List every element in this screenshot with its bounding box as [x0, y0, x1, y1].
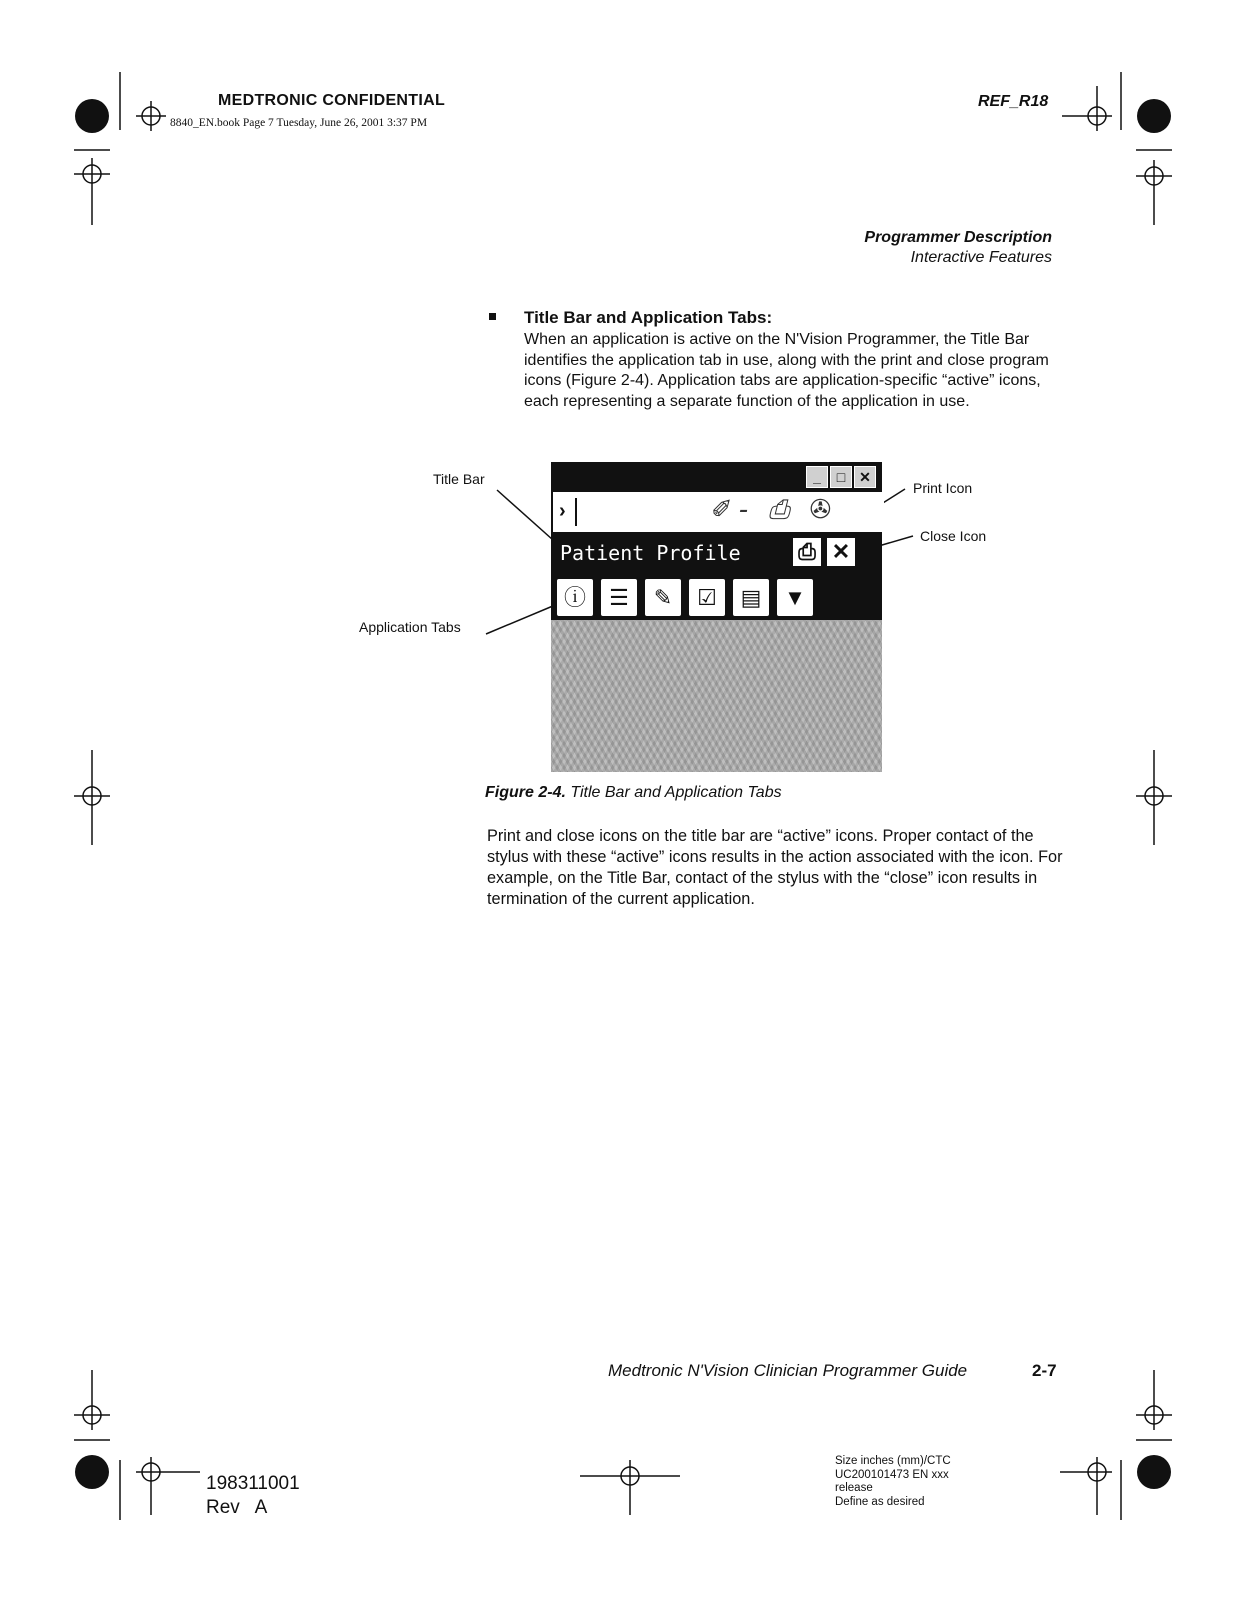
revision: Rev A	[206, 1497, 268, 1518]
tab-more[interactable]: ▼	[775, 577, 815, 618]
label-close-icon: Close Icon	[920, 528, 987, 544]
figure-caption-text: Title Bar and Application Tabs	[565, 784, 782, 801]
footer-guide-title: Medtronic N'Vision Clinician Programmer Guide	[608, 1361, 968, 1380]
window-controls	[806, 466, 876, 488]
section-title: Programmer Description	[864, 229, 1052, 246]
label-application-tabs: Application Tabs	[359, 619, 461, 635]
programmer-screen	[551, 462, 882, 772]
bullet-square-icon	[489, 313, 496, 320]
starburst-dot-icon	[75, 99, 109, 133]
tab-checklist[interactable]: ☑	[687, 577, 727, 618]
size-info-line: Size inches (mm)/CTC	[835, 1455, 951, 1467]
label-title-bar: Title Bar	[433, 471, 485, 487]
body-paragraph: Print and close icons on the title bar are “active” icons. Proper contact of the stylus with these “active” icons results in the action associated with the icon. For example, on the Title Bar, contact of the stylus with the “close” icon results in termination of the current application.	[487, 827, 1063, 908]
nav-divider	[575, 498, 577, 526]
maximize-button[interactable]: □	[830, 466, 852, 488]
starburst-dot-icon	[75, 1455, 109, 1489]
chevron-right-icon[interactable]: ›	[559, 500, 566, 522]
print-icon[interactable]: ⎙	[793, 538, 821, 566]
content-area	[551, 620, 882, 772]
tab-device[interactable]: ☰	[599, 577, 639, 618]
navigation-bar	[551, 492, 884, 532]
book-info: 8840_EN.book Page 7 Tuesday, June 26, 2001 3:37 PM	[170, 117, 428, 129]
window-frame-top	[551, 462, 882, 492]
window-close-button[interactable]: ✕	[854, 466, 876, 488]
close-icon[interactable]: ✕	[827, 538, 855, 566]
tab-edit[interactable]: ✎	[643, 577, 683, 618]
tab-documents[interactable]: ▤	[731, 577, 771, 618]
size-info-line: release	[835, 1482, 873, 1494]
starburst-dot-icon	[1137, 1455, 1171, 1489]
tab-info[interactable]: ⓘ	[555, 577, 595, 618]
bullet-paragraph: When an application is active on the N'Vision Programmer, the Title Bar identifies the application tab in use, along with the print and close program icons (Figure 2-4). Application tabs are application-specific “active” icons, each representing a separate function of the application in use.	[524, 331, 1049, 410]
bullet-heading: Title Bar and Application Tabs:	[524, 308, 773, 327]
size-info	[835, 1455, 951, 1509]
figure-number: Figure 2-4.	[485, 784, 566, 801]
figure-caption	[485, 784, 782, 802]
device-icons: ✐- ⎙ ✇	[711, 495, 838, 525]
page-number: 2-7	[1032, 1361, 1057, 1380]
confidential-header: MEDTRONIC CONFIDENTIAL	[218, 92, 446, 109]
title-bar	[551, 532, 882, 574]
label-print-icon: Print Icon	[913, 480, 973, 496]
application-tabs	[551, 574, 882, 620]
starburst-dot-icon	[1137, 99, 1171, 133]
size-info-line: Define as desired	[835, 1495, 925, 1508]
ref-code: REF_R18	[978, 93, 1049, 110]
minimize-button[interactable]: _	[806, 466, 828, 488]
document-number: 198311001	[206, 1473, 300, 1494]
app-title: Patient Profile	[560, 541, 741, 565]
section-subtitle: Interactive Features	[910, 249, 1052, 266]
size-info-line: UC200101473 EN xxx	[835, 1468, 949, 1481]
